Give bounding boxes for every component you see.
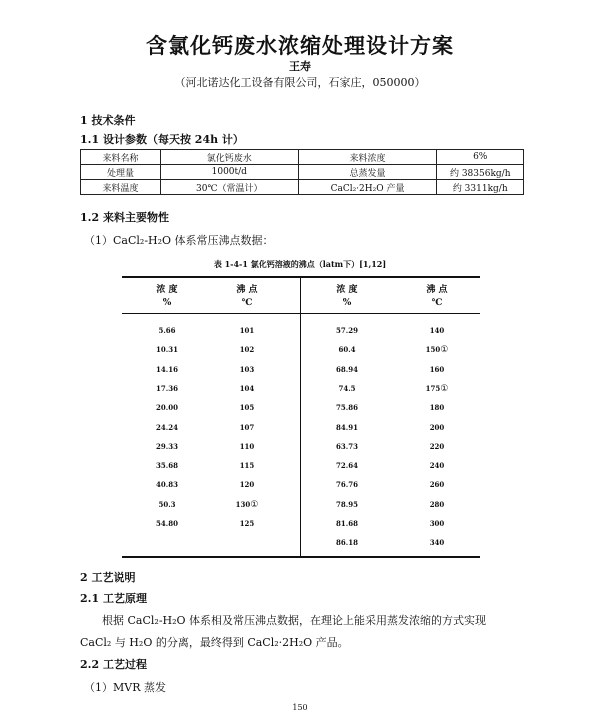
design-parameters-table [80, 149, 524, 195]
col-header-concentration-right: 浓 度 [336, 285, 358, 295]
cell-value: 180 [429, 403, 445, 413]
table-row [81, 165, 524, 180]
cell-value: 102 [239, 345, 255, 355]
cell-value: 81.68 [336, 519, 358, 528]
list-item-boiling-data: （1）CaCl₂-H₂O 体系常压沸点数据： [84, 234, 274, 247]
cell-value: 20.00 [156, 403, 178, 413]
cell-value: 240 [429, 461, 445, 471]
concentration-cell [122, 423, 212, 432]
table-top-rule [122, 276, 480, 278]
cell-value: 24.24 [156, 422, 178, 432]
col-header-boiling-left: 沸 点 [236, 285, 258, 295]
cell-value: 125 [239, 519, 255, 528]
concentration-cell [302, 403, 392, 412]
cell-value: 76.76 [336, 480, 358, 490]
table-divider [300, 276, 301, 558]
boiling-point-cell [392, 461, 482, 470]
cell-value: 110 [239, 441, 255, 451]
footnote-mark: ① [440, 383, 449, 394]
concentration-cell [122, 384, 212, 393]
concentration-cell [302, 345, 392, 354]
concentration-cell [122, 326, 212, 335]
section-heading-1-2: 1.2 来料主要物性 [80, 211, 169, 224]
cell-value: 280 [429, 499, 445, 509]
table-cell: 来料浓度 [298, 150, 437, 165]
cell-value: 35.68 [156, 461, 178, 471]
col-unit-concentration-left: % [162, 298, 172, 308]
boiling-point-cell [392, 384, 482, 394]
page-number: 150 [292, 703, 308, 712]
concentration-cell [302, 365, 392, 374]
cell-value: 63.73 [336, 441, 358, 451]
boiling-point-cell [392, 519, 482, 528]
col-header-boiling-right: 沸 点 [426, 285, 448, 295]
concentration-cell [122, 345, 212, 354]
boiling-point-cell [392, 365, 482, 374]
cell-value: 101 [239, 326, 255, 335]
table-row [81, 180, 524, 195]
boiling-point-cell [392, 480, 482, 489]
cell-value: 86.18 [336, 538, 358, 548]
boiling-point-cell [202, 461, 292, 470]
section-heading-1: 1 技术条件 [80, 114, 136, 127]
table-cell: 来料温度 [81, 180, 161, 195]
col-unit-boiling-left: ℃ [241, 298, 253, 308]
cell-value: 105 [239, 403, 255, 413]
boiling-point-cell [202, 384, 292, 393]
cell-value: 200 [429, 422, 445, 432]
boiling-point-cell [392, 326, 482, 335]
boiling-point-cell [392, 538, 482, 547]
cell-value: 60.4 [338, 345, 356, 355]
cell-value: 57.29 [336, 326, 358, 335]
footnote-mark: ① [250, 499, 259, 510]
cell-value: 107 [239, 422, 255, 432]
concentration-cell [302, 423, 392, 432]
boiling-point-cell [202, 500, 292, 510]
table-cell: 来料名称 [81, 150, 161, 165]
boiling-point-cell [392, 423, 482, 432]
section-heading-2: 2 工艺说明 [80, 571, 136, 584]
boiling-point-cell [202, 345, 292, 354]
col-unit-boiling-right: ℃ [431, 298, 443, 308]
concentration-cell [302, 326, 392, 335]
concentration-cell [122, 480, 212, 489]
section-heading-1-1: 1.1 设计参数（每天按 24h 计） [80, 133, 244, 146]
boiling-point-cell [202, 423, 292, 432]
col-header-concentration-left: 浓 度 [156, 285, 178, 295]
cell-value: 160 [429, 364, 445, 374]
section-heading-2-2: 2.2 工艺过程 [80, 658, 147, 671]
boiling-point-table [122, 276, 480, 558]
cell-value: 10.31 [156, 345, 178, 355]
concentration-cell [302, 442, 392, 451]
cell-value: 14.16 [156, 364, 178, 374]
cell-value: 74.5 [338, 383, 356, 393]
table-header-rule [122, 313, 480, 314]
boiling-point-cell [392, 500, 482, 509]
boiling-point-cell [202, 480, 292, 489]
author-name: 王寿 [289, 60, 311, 73]
table-bottom-rule [122, 556, 480, 558]
concentration-cell [122, 461, 212, 470]
concentration-cell [122, 403, 212, 412]
boiling-point-cell [392, 403, 482, 412]
boiling-point-cell [392, 345, 482, 355]
concentration-cell [302, 480, 392, 489]
table-row [81, 150, 524, 165]
boiling-point-cell [202, 326, 292, 335]
boiling-point-cell [202, 442, 292, 451]
cell-value: 260 [429, 480, 445, 490]
concentration-cell [302, 461, 392, 470]
table-cell: 氯化钙废水 [160, 150, 298, 165]
concentration-cell [122, 365, 212, 374]
cell-value: 140 [429, 326, 445, 335]
cell-value: 50.3 [158, 499, 176, 509]
cell-value: 75.86 [336, 403, 358, 413]
footnote-mark: ① [440, 345, 449, 356]
cell-value: 120 [239, 480, 255, 490]
table-cell: 总蒸发量 [298, 165, 437, 180]
cell-value: 29.33 [156, 441, 178, 451]
boiling-point-cell [202, 519, 292, 528]
table-cell: 处理量 [81, 165, 161, 180]
cell-value: 220 [429, 441, 445, 451]
document-title: 含氯化钙废水浓缩处理设计方案 [146, 33, 454, 58]
cell-value: 78.95 [336, 499, 358, 509]
cell-value: 40.83 [156, 480, 178, 490]
list-item-mvr: （1）MVR 蒸发 [84, 681, 166, 694]
table-cell: CaCl₂·2H₂O 产量 [298, 180, 437, 195]
cell-value: 150 [425, 345, 441, 355]
table-cell: 约 3311kg/h [437, 180, 524, 195]
concentration-cell [302, 519, 392, 528]
table-cell: 1000t/d [160, 165, 298, 180]
cell-value: 300 [429, 519, 445, 528]
cell-value: 103 [239, 364, 255, 374]
cell-value: 104 [239, 383, 255, 393]
concentration-cell [122, 519, 212, 528]
author-affiliation: （河北诺达化工设备有限公司，石家庄，050000） [174, 76, 426, 89]
cell-value: 130 [235, 499, 251, 509]
cell-value: 54.80 [156, 519, 178, 528]
paragraph-line-1: 根据 CaCl₂-H₂O 体系相及常压沸点数据，在理论上能采用蒸发浓缩的方式实现 [102, 614, 487, 627]
concentration-cell [302, 500, 392, 509]
table-cell: 30℃（常温计） [160, 180, 298, 195]
cell-value: 68.94 [336, 364, 358, 374]
concentration-cell [122, 442, 212, 451]
boiling-point-cell [392, 442, 482, 451]
table-cell: 约 38356kg/h [437, 165, 524, 180]
section-heading-2-1: 2.1 工艺原理 [80, 592, 147, 605]
concentration-cell [302, 384, 392, 393]
cell-value: 340 [429, 538, 445, 548]
cell-value: 115 [239, 461, 255, 471]
cell-value: 84.91 [336, 422, 358, 432]
table-caption: 表 1-4-1 氯化钙溶液的沸点（latm下）[1,12] [213, 259, 387, 269]
cell-value: 5.66 [158, 326, 176, 335]
cell-value: 72.64 [336, 461, 358, 471]
cell-value: 175 [425, 383, 441, 393]
table-cell: 6% [437, 150, 524, 165]
col-unit-concentration-right: % [342, 298, 352, 308]
cell-value: 17.36 [156, 383, 178, 393]
concentration-cell [122, 500, 212, 509]
paragraph-line-2: CaCl₂ 与 H₂O 的分离，最终得到 CaCl₂·2H₂O 产品。 [80, 636, 349, 649]
boiling-point-cell [202, 403, 292, 412]
concentration-cell [302, 538, 392, 547]
boiling-point-cell [202, 365, 292, 374]
